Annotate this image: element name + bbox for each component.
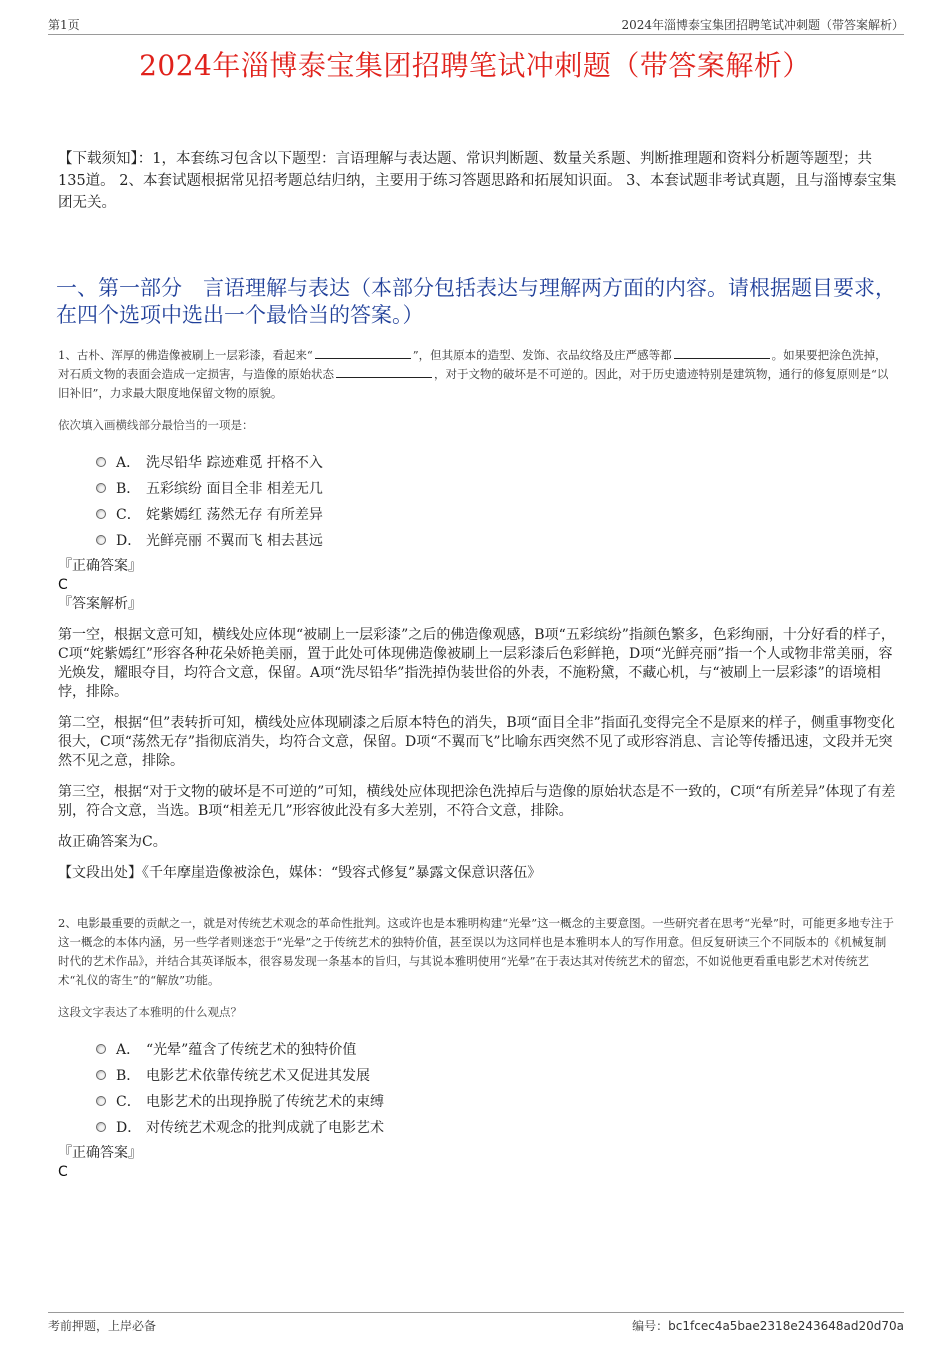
document-code bbox=[632, 1317, 904, 1334]
option-b[interactable] bbox=[96, 1062, 896, 1088]
option-letter: C． bbox=[116, 507, 141, 523]
option-text: “光晕”蕴含了传统艺术的独特价值 bbox=[146, 1042, 357, 1058]
source-citation: 【文段出处】《千年摩崖造像被涂色，媒体：“毁容式修复”暴露文保意识落伍》 bbox=[58, 865, 542, 881]
radio-icon[interactable] bbox=[96, 535, 106, 545]
radio-icon[interactable] bbox=[96, 1122, 106, 1132]
option-text: 电影艺术依靠传统艺术又促进其发展 bbox=[146, 1068, 370, 1084]
option-letter: C． bbox=[116, 1094, 141, 1110]
option-letter: B． bbox=[116, 481, 141, 497]
question-1-options bbox=[96, 449, 896, 553]
section-heading: 一、第一部分 言语理解与表达（本部分包括表达与理解两方面的内容。请根据题目要求，在四个选项中选出一个最恰当的答案。） bbox=[56, 276, 896, 327]
document-title: 2024年淄博泰宝集团招聘笔试冲刺题（带答案解析） bbox=[139, 49, 811, 82]
question-1-text-part: ，对于文物的破坏是不可逆的。因此，对于历史遗迹特别是建筑物，通行的修复原则是“以旧补旧”，力求最大限度地保留文物的原貌。 bbox=[58, 367, 889, 400]
radio-icon[interactable] bbox=[96, 1096, 106, 1106]
analysis-paragraph-1: 第一空，根据文意可知，横线处应体现“被刷上一层彩漆”之后的佛造像观感，B项“五彩缤纷”指颜色繁多，色彩绚丽，十分好看的样子，C项“姹紫嫣红”形容各种花朵娇艳美丽，置于此处可体现佛造像被刷上一层彩漆后色彩鲜艳，D项“光鲜亮丽”指一个人或物非常美丽，容光焕发，耀眼夺目，均符合文意，保留。A项“洗尽铅华”指洗掉伪装世俗的外表，不施粉黛，不藏心机，与“被刷上一层彩漆”的语境相悖，排除。 bbox=[58, 627, 895, 700]
radio-icon[interactable] bbox=[96, 1070, 106, 1080]
option-text: 电影艺术的出现挣脱了传统艺术的束缚 bbox=[146, 1094, 384, 1110]
question-2-prompt: 这段文字表达了本雅明的什么观点？ bbox=[58, 1005, 242, 1019]
fill-blank-3 bbox=[336, 365, 432, 378]
option-c[interactable] bbox=[96, 1088, 896, 1114]
option-text: 五彩缤纷 面目全非 相差无几 bbox=[146, 481, 323, 497]
option-text: 洗尽铅华 踪迹难觅 扞格不入 bbox=[146, 455, 323, 471]
analysis-paragraph-2: 第二空，根据“但”表转折可知，横线处应体现刷漆之后原本特色的消失，B项“面目全非”指面孔变得完全不是原来的样子，侧重事物变化很大，C项“荡然无存”指彻底消失，均符合文意，保留。D项“不翼而飞”比喻东西突然不见了或形容消息、言论等传播迅速，文段并无突然不见之意，排除。 bbox=[58, 715, 895, 769]
option-letter: B． bbox=[116, 1068, 141, 1084]
question-2-text: 2、电影最重要的贡献之一，就是对传统艺术观念的革命性批判。这或许也是本雅明构建“光晕”这一概念的主要意图。一些研究者在思考“光晕”时，可能更多地专注于这一概念的本体内涵，另一些学者则迷恋于“光晕”之于传统艺术的独特价值，甚至误以为这同样也是本雅明本人的写作用意。但反复研读三个不同版本的《机械复制时代的艺术作品》，并结合其英译版本，很容易发现一条基本的旨归，与其说本雅明使用“光晕”在于表达其对传统艺术的留恋，不如说他更看重电影艺术对传统艺术“礼仪的寄生”的“解放”功能。 bbox=[58, 916, 894, 987]
radio-icon[interactable] bbox=[96, 483, 106, 493]
question-2 bbox=[58, 914, 896, 1182]
radio-icon[interactable] bbox=[96, 1044, 106, 1054]
option-a[interactable] bbox=[96, 1036, 896, 1062]
question-2-options bbox=[96, 1036, 896, 1140]
question-1-text-part: ”，但其原本的造型、发饰、衣品纹络及庄严感等都 bbox=[412, 348, 672, 362]
radio-icon[interactable] bbox=[96, 509, 106, 519]
correct-answer-label: 『正确答案』 bbox=[58, 558, 142, 574]
option-d[interactable] bbox=[96, 1114, 896, 1140]
code-label: 编号： bbox=[632, 1319, 669, 1333]
option-text: 姹紫嫣红 荡然无存 有所差异 bbox=[146, 507, 323, 523]
option-d[interactable] bbox=[96, 527, 896, 553]
question-1-text-part: 1、古朴、浑厚的佛造像被刷上一层彩漆，看起来“ bbox=[58, 348, 313, 362]
fill-blank-1 bbox=[315, 346, 411, 359]
option-letter: A． bbox=[116, 455, 141, 471]
question-1-text bbox=[58, 346, 896, 403]
radio-icon[interactable] bbox=[96, 457, 106, 467]
question-1-prompt: 依次填入画横线部分最恰当的一项是： bbox=[58, 418, 254, 432]
option-text: 光鲜亮丽 不翼而飞 相去甚远 bbox=[146, 533, 323, 549]
option-letter: D． bbox=[116, 1120, 142, 1136]
option-text: 对传统艺术观念的批判成就了电影艺术 bbox=[146, 1120, 384, 1136]
option-letter: A． bbox=[116, 1042, 141, 1058]
question-1 bbox=[58, 346, 896, 883]
option-c[interactable] bbox=[96, 501, 896, 527]
option-a[interactable] bbox=[96, 449, 896, 475]
download-notice: 【下载须知】：1，本套练习包含以下题型：言语理解与表达题、常识判断题、数量关系题、判断推理题和资料分析题等题型；共135道。 2、本套试题根据常见招考题总结归纳，主要用于练习答题思路和拓展知识面。 3、本套试题非考试真题，且与淄博泰宝集团无关。 bbox=[58, 151, 897, 211]
analysis-label: 『答案解析』 bbox=[58, 596, 142, 612]
page-header bbox=[48, 14, 904, 35]
option-letter: D． bbox=[116, 533, 142, 549]
page-number: 第1页 bbox=[48, 18, 80, 32]
footer-slogan: 考前押题，上岸必备 bbox=[48, 1319, 157, 1333]
header-doc-title: 2024年淄博泰宝集团招聘笔试冲刺题（带答案解析） bbox=[621, 18, 904, 32]
analysis-conclusion: 故正确答案为C。 bbox=[58, 834, 167, 850]
correct-answer-value: C bbox=[58, 1164, 68, 1180]
option-b[interactable] bbox=[96, 475, 896, 501]
correct-answer-label: 『正确答案』 bbox=[58, 1145, 142, 1161]
page-footer bbox=[48, 1312, 904, 1337]
analysis-paragraph-3: 第三空，根据“对于文物的破坏是不可逆的”可知，横线处应体现把涂色洗掉后与造像的原始状态是不一致的，C项“有所差异”体现了有差别，符合文意，当选。B项“相差无几”形容彼此没有多大差别，不符合文意，排除。 bbox=[58, 784, 896, 819]
correct-answer-value: C bbox=[58, 577, 68, 593]
question-1-text-part: 。如果要把涂色洗掉，对石质文物的表面会造成一定损害，与造像的原始状态 bbox=[58, 348, 887, 381]
fill-blank-2 bbox=[674, 346, 770, 359]
code-value: bc1fcec4a5bae2318e243648ad20d70a bbox=[668, 1319, 904, 1333]
